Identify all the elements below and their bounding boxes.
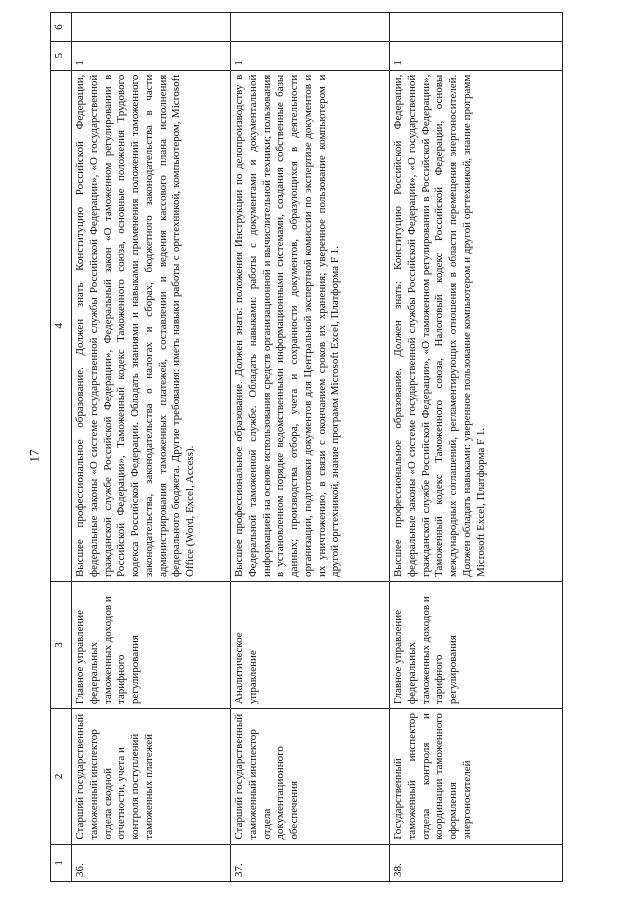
header-cell-5: 5 (51, 41, 72, 70)
vacancy-count: 1 (72, 41, 231, 70)
positions-table (50, 12, 563, 882)
department-name: Аналитическое управление (231, 582, 390, 709)
table-row (72, 13, 231, 882)
qualification-requirements: Высшее профессиональное образование. Должен знать Конституцию Российской Федерации, федеральные законы «О системе государственной службы Российской Федерации», «О государственной гражданской службе Российской Федерации», Федеральный закон «О таможенном регулировании в Российской Федерации», Таможенный кодекс Таможенного союза, основные положения Трудового кодекса Российской Федерации. Обладать знаниями и навыками применения положений таможенного законодательства, законодательства о налогах и сборах, бюджетного законодательства в части администрирования таможенных платежей, составлении и ведения кассового плана исполнения федерального бюджета. Другие требования: иметь навыки работы с оргтехникой, компьютером, Microsoft Office (Word, Excel, Access). (72, 70, 231, 581)
position-title: Старший государственный таможенный инспектор отдела сводной отчетности, учета и контроля поступлений таможенных платежей (72, 709, 231, 845)
department-name: Главное управление федеральных таможенных доходов и тарифного регулирования (72, 582, 231, 709)
qualification-requirements: Высшее профессиональное образование. Должен знать: Конституцию Российской Федерации, федеральные законы «О системе государственной службы Российской Федерации», «О государственной гражданской службе Российской Федерации», «О таможенном регулировании в Российской Федерации», Таможенный кодекс Таможенного союза, Налоговый кодекс Российской Федерации, основы международных соглашений, регламентирующих отношения в области перемещения энергоносителей. Должен обладать навыками: уверенное пользование компьютером и другой оргтехникой, знание программ Microsoft Excel, Платформа F 1. (390, 70, 563, 581)
vacancy-count: 1 (231, 41, 390, 70)
header-cell-4: 4 (51, 70, 72, 581)
position-title: Старший государственный таможенный инспектор отдела документационного обеспечения (231, 709, 390, 845)
vacancy-count: 1 (390, 41, 563, 70)
table-row (231, 13, 390, 882)
column-6-value (72, 13, 231, 42)
row-number: 37. (231, 844, 390, 881)
table-row (390, 13, 563, 882)
document-sheet (50, 12, 610, 882)
rotated-table-wrapper (50, 12, 610, 882)
row-number: 36. (72, 844, 231, 881)
position-title: Государственный таможенный инспектор отдела контроля и координации таможенного оформления энергоносителей (390, 709, 563, 845)
header-cell-6: 6 (51, 13, 72, 42)
column-6-value (231, 13, 390, 42)
header-cell-3: 3 (51, 582, 72, 709)
column-6-value (390, 13, 563, 42)
page-number: 17 (26, 449, 42, 463)
table-header-row (51, 13, 72, 882)
qualification-requirements: Высшее профессиональное образование. Должен знать: положения Инструкции по делопроизводству в Федеральной таможенной службе. Обладать навыками: работы с документами и документальной информацией на основе использования средств организационной и вычислительной техники; пользования в установленном порядке ведомственными информационными системами, создания собственные базы данных; производства отбора, учета и сохранности документов, образующихся в деятельности организации, подготовки документов для Центральной экспертной комиссии по экспертизе документов и их уничтожению, в связи с окончанием сроков их хранения; уверенное пользование компьютером и другой оргтехникой, знание программ Microsoft Excel, Платформа F 1. (231, 70, 390, 581)
row-number: 38. (390, 844, 563, 881)
header-cell-2: 2 (51, 709, 72, 845)
department-name: Главное управление федеральных таможенных доходов и тарифного регулирования (390, 582, 563, 709)
header-cell-1: 1 (51, 844, 72, 881)
